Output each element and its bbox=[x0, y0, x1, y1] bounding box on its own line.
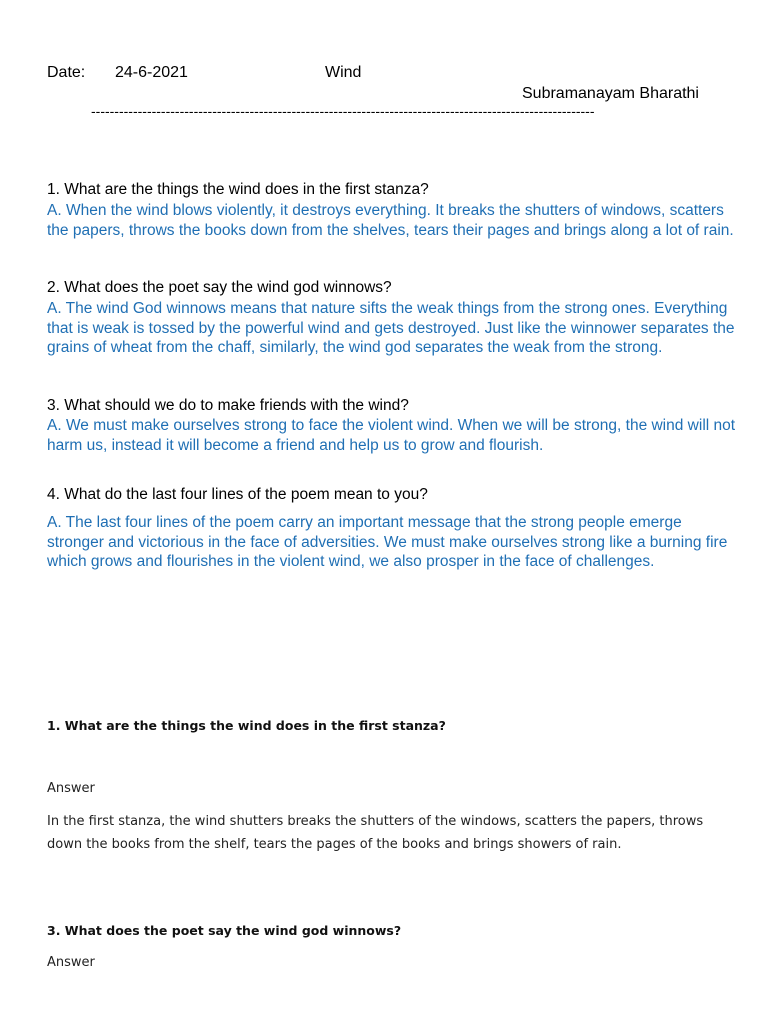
section2-question-1: 1. What are the things the wind does in the first stanza? bbox=[47, 718, 446, 733]
question-3: 3. What should we do to make friends with the wind? bbox=[47, 397, 409, 414]
author-name: Subramanayam Bharathi bbox=[522, 85, 699, 102]
question-2: 2. What does the poet say the wind god winnows? bbox=[47, 279, 392, 296]
separator-line: ------------------------------------------------------------------------------------------------------------ bbox=[91, 103, 595, 119]
answer-4: A. The last four lines of the poem carry an important message that the strong people emerge stronger and victorious in the face of adversities. We must make ourselves strong like a burning fire which grows and flourishes in the violent wind, we also prosper in the face of challenges. bbox=[47, 514, 728, 571]
date-label: Date: bbox=[47, 64, 86, 81]
page-title: Wind bbox=[325, 64, 362, 81]
question-4: 4. What do the last four lines of the poem mean to you? bbox=[47, 486, 428, 503]
answer-2: A. The wind God winnows means that nature sifts the weak things from the strong ones. Everything that is weak is tossed by the powerful wind and gets destroyed. Just like the winnower separates the grains of wheat from the chaff, similarly, the wind god separates the weak from the strong. bbox=[47, 300, 735, 357]
section2-answer-label-1: Answer bbox=[47, 781, 95, 796]
date-value: 24-6-2021 bbox=[115, 64, 188, 81]
question-1: 1. What are the things the wind does in the first stanza? bbox=[47, 181, 429, 198]
answer-3: A. We must make ourselves strong to face the violent wind. When we will be strong, the wind will not harm us, instead it will become a friend and help us to grow and flourish. bbox=[47, 417, 736, 454]
section2-answer-1: In the first stanza, the wind shutters breaks the shutters of the windows, scatters the papers, throws down the books from the shelf, tears the pages of the books and brings showers of rain. bbox=[47, 814, 704, 852]
section2-answer-label-3: Answer bbox=[47, 955, 95, 970]
answer-1: A. When the wind blows violently, it destroys everything. It breaks the shutters of windows, scatters the papers, throws the books down from the shelves, tears their pages and brings along a lot of rain. bbox=[47, 202, 734, 239]
section2-question-3: 3. What does the poet say the wind god winnows? bbox=[47, 923, 402, 938]
